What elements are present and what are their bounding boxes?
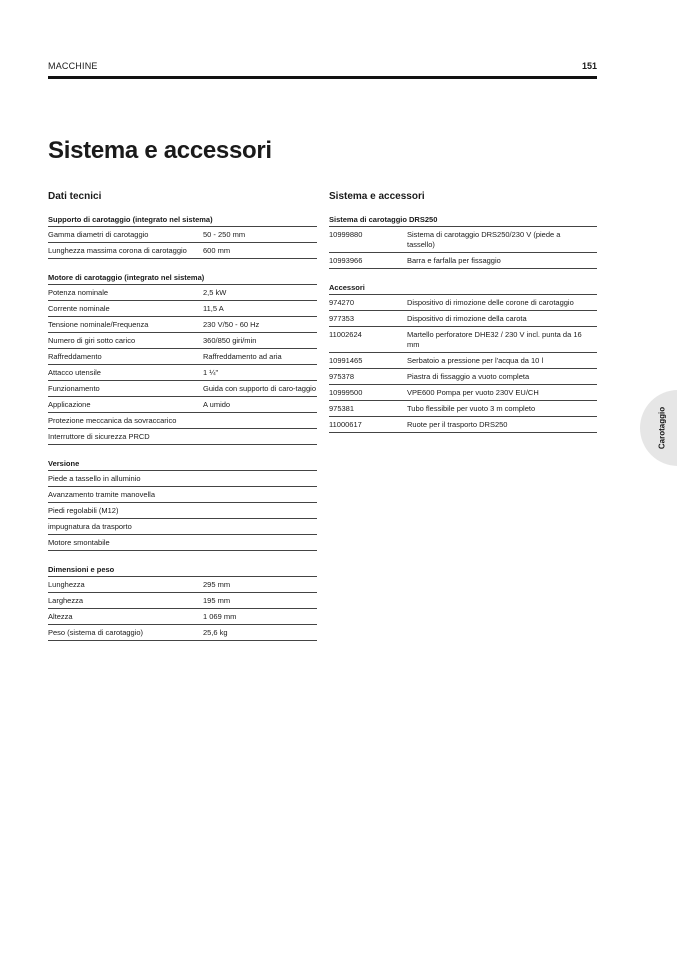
article-number: 975381	[329, 404, 355, 413]
article-number: 10999500	[329, 388, 363, 397]
table-row	[48, 487, 317, 503]
spec-label: Numero di giri sotto carico	[48, 336, 136, 345]
group-title: Versione	[48, 459, 317, 471]
article-description: VPE600 Pompa per vuoto 230V EU/CH	[407, 388, 539, 397]
table-row	[48, 381, 317, 397]
spec-value	[203, 416, 317, 426]
spec-label: Larghezza	[48, 596, 84, 605]
table-row	[48, 349, 317, 365]
spec-label: Piede a tassello in alluminio	[48, 474, 141, 483]
spec-value: 360/850 giri/min	[203, 336, 257, 345]
tech-data-title: Dati tecnici	[48, 191, 102, 202]
article-description: Barra e farfalla per fissaggio	[407, 256, 501, 265]
spec-value: Guida con supporto di caro-taggio	[203, 384, 316, 393]
spec-value: 230 V/50 - 60 Hz	[203, 320, 260, 329]
table-row	[329, 295, 597, 311]
spec-label: Lunghezza	[48, 580, 85, 589]
spec-value: 600 mm	[203, 246, 231, 255]
table-row	[329, 401, 597, 417]
accessories-groups	[329, 215, 597, 433]
spec-value	[203, 538, 317, 548]
spec-value: 295 mm	[203, 580, 231, 589]
table-row	[329, 227, 597, 253]
spec-value	[203, 522, 317, 532]
tech-data-column	[48, 190, 317, 655]
spec-label: Protezione meccanica da sovraccarico	[48, 416, 177, 425]
table-row	[48, 471, 317, 487]
article-description: Martello perforatore DHE32 / 230 V incl. punta da 16 mm	[407, 330, 582, 349]
spec-group	[48, 273, 317, 445]
chapter-tab-label: Carotaggio	[657, 406, 667, 450]
tech-data-groups	[48, 215, 317, 641]
table-row	[48, 577, 317, 593]
spec-group	[48, 215, 317, 259]
spec-value	[203, 506, 317, 516]
chapter-tab[interactable]	[640, 390, 677, 466]
spec-label: Raffreddamento	[48, 352, 102, 361]
table-row	[329, 385, 597, 401]
article-number: 10999880	[329, 230, 363, 239]
group-title: Motore di carotaggio (integrato nel sistema)	[48, 273, 317, 285]
spec-label: Attacco utensile	[48, 368, 101, 377]
spec-label: Funzionamento	[48, 384, 100, 393]
accessories-title: Sistema e accessori	[329, 191, 425, 202]
spec-label: Applicazione	[48, 400, 91, 409]
group-title: Accessori	[329, 283, 597, 295]
table-row	[48, 227, 317, 243]
table-row	[329, 369, 597, 385]
article-description: Ruote per il trasporto DRS250	[407, 420, 508, 429]
table-row	[48, 365, 317, 381]
table-row	[48, 413, 317, 429]
spec-group	[329, 215, 597, 269]
section-label: MACCHINE	[48, 61, 98, 71]
article-number: 11000617	[329, 420, 362, 429]
spec-value: 11,5 A	[203, 304, 224, 313]
spec-group	[48, 565, 317, 641]
spec-label: Peso (sistema di carotaggio)	[48, 628, 144, 637]
spec-value: 50 - 250 mm	[203, 230, 246, 239]
spec-value	[203, 474, 317, 484]
table-row	[48, 609, 317, 625]
article-number: 975378	[329, 372, 355, 381]
article-description: Dispositivo di rimozione delle corone di carotaggio	[407, 298, 574, 307]
spec-value: A umido	[203, 400, 231, 409]
article-number: 977353	[329, 314, 355, 323]
spec-value	[203, 490, 317, 500]
spec-value: 2,5 kW	[203, 288, 227, 297]
table-row	[48, 333, 317, 349]
spec-label: Potenza nominale	[48, 288, 109, 297]
table-row	[48, 243, 317, 259]
article-description: Tubo flessibile per vuoto 3 m completo	[407, 404, 536, 413]
table-row	[48, 301, 317, 317]
spec-label: Piedi regolabili (M12)	[48, 506, 119, 515]
spec-group	[48, 459, 317, 551]
group-title: Dimensioni e peso	[48, 565, 317, 577]
table-row	[48, 397, 317, 413]
table-row	[48, 519, 317, 535]
spec-value: 1 ¼"	[203, 368, 219, 377]
group-title: Supporto di carotaggio (integrato nel sistema)	[48, 215, 317, 227]
table-row	[329, 311, 597, 327]
spec-label: Lunghezza massima corona di carotaggio	[48, 246, 187, 255]
spec-label: Gamma diametri di carotaggio	[48, 230, 149, 239]
spec-label: Altezza	[48, 612, 73, 621]
table-row	[48, 429, 317, 445]
spec-group	[329, 283, 597, 433]
article-description: Dispositivo di rimozione della carota	[407, 314, 527, 323]
article-description: Serbatoio a pressione per l'acqua da 10 l	[407, 356, 544, 365]
page-header	[48, 61, 597, 73]
table-row	[329, 253, 597, 269]
spec-label: Motore smontabile	[48, 538, 110, 547]
table-row	[329, 353, 597, 369]
article-description: Piastra di fissaggio a vuoto completa	[407, 372, 530, 381]
table-row	[48, 317, 317, 333]
article-description: Sistema di carotaggio DRS250/230 V (piede a tassello)	[407, 230, 561, 249]
page-title: Sistema e accessori	[48, 137, 272, 164]
group-title: Sistema di carotaggio DRS250	[329, 215, 597, 227]
article-number: 974270	[329, 298, 355, 307]
spec-label: Avanzamento tramite manovella	[48, 490, 155, 499]
page-number: 151	[581, 61, 597, 71]
spec-value: 1 069 mm	[203, 612, 237, 621]
article-number: 10991465	[329, 356, 363, 365]
table-row	[48, 593, 317, 609]
spec-label: Tensione nominale/Frequenza	[48, 320, 149, 329]
spec-value: 195 mm	[203, 596, 231, 605]
spec-label: Corrente nominale	[48, 304, 110, 313]
spec-label: impugnatura da trasporto	[48, 522, 132, 531]
spec-value: Raffreddamento ad aria	[203, 352, 282, 361]
spec-value: 25,6 kg	[203, 628, 228, 637]
table-row	[329, 417, 597, 433]
table-row	[329, 327, 597, 353]
article-number: 10993966	[329, 256, 363, 265]
spec-value	[203, 432, 317, 442]
table-row	[48, 625, 317, 641]
accessories-column	[329, 190, 597, 447]
header-rule	[48, 76, 597, 79]
table-row	[48, 535, 317, 551]
table-row	[48, 503, 317, 519]
table-row	[48, 285, 317, 301]
spec-label: Interruttore di sicurezza PRCD	[48, 432, 150, 441]
article-number: 11002624	[329, 330, 362, 339]
